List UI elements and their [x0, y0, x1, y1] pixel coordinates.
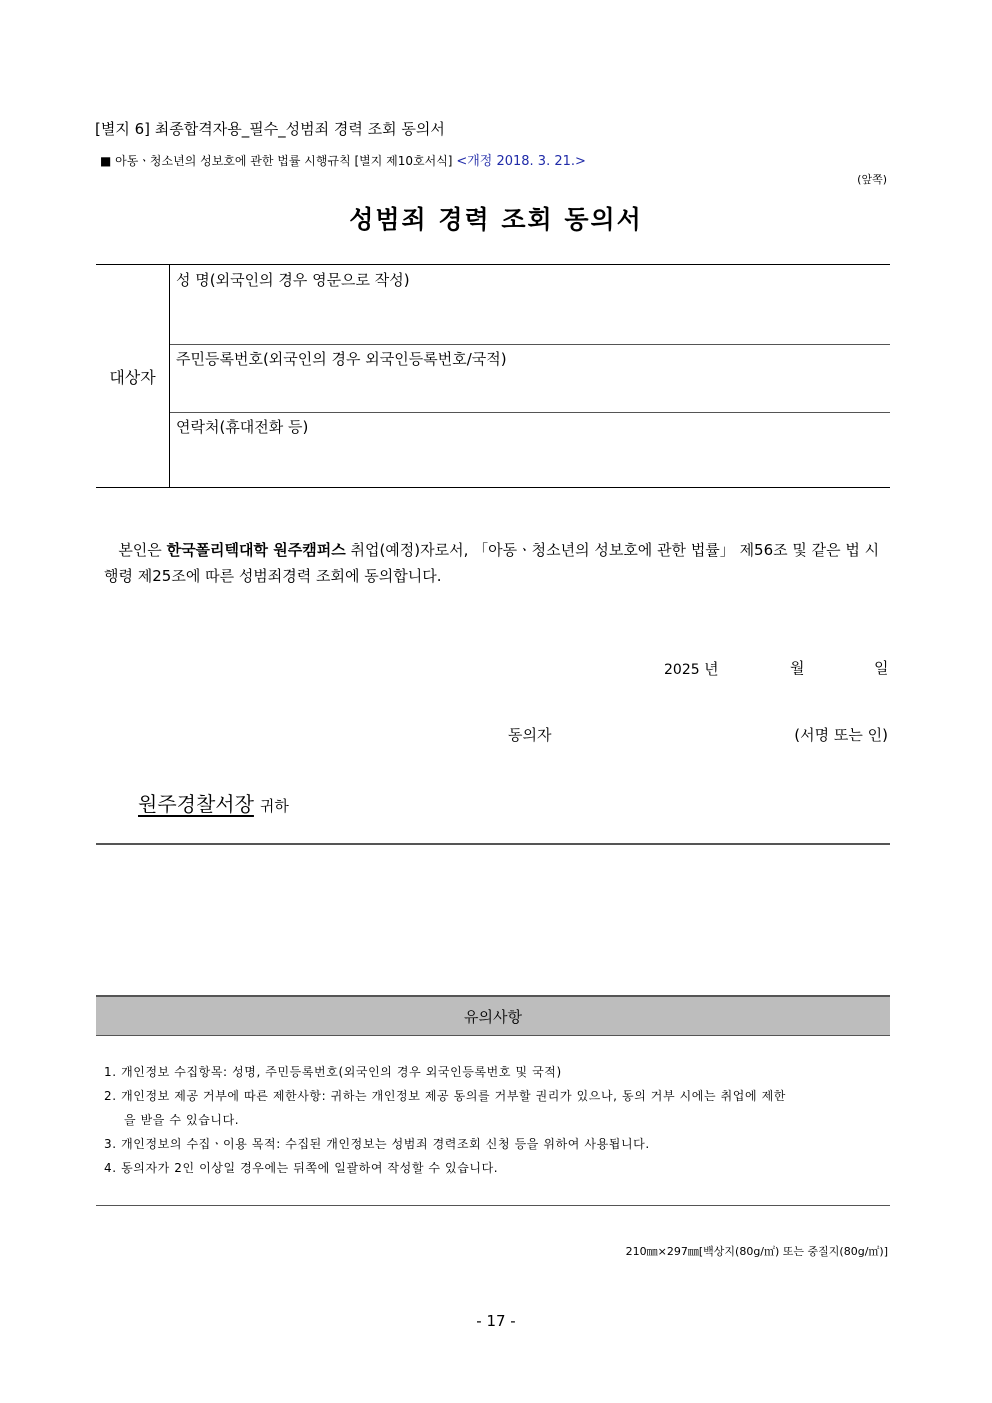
consent-body: 취업(예정)자로서, 「아동ㆍ청소년의 성보호에 관한 법률」 제56조 및 같은 법 시행령 제25조에 따른 성범죄경력 조회에 동의합니다.	[104, 541, 880, 585]
consent-statement	[104, 537, 886, 589]
subject-label: 대상자	[96, 265, 170, 487]
document-title: 성범죄 경력 조회 동의서	[349, 205, 643, 234]
section-divider	[96, 843, 890, 845]
registration-number-field[interactable]	[170, 344, 890, 413]
notice-item: 3. 개인정보의 수집ㆍ이용 목적: 수집된 개인정보는 성범죄 경력조회 신청 등을 위하여 사용됩니다.	[104, 1137, 650, 1151]
institution-name: 한국폴리텍대학 원주캠퍼스	[166, 541, 346, 559]
signature-note: (서명 또는 인)	[794, 726, 888, 744]
date-year	[664, 658, 719, 679]
side-indicator: (앞쪽)	[857, 173, 887, 186]
consenter-label: 동의자	[508, 726, 552, 744]
year-unit: 년	[704, 660, 719, 678]
notice-item: 1. 개인정보 수집항목: 성명, 주민등록번호(외국인의 경우 외국인등록번호 및 국적)	[104, 1065, 562, 1079]
year-value: 2025	[664, 662, 700, 678]
recipient	[138, 788, 289, 817]
notice-item: 2. 개인정보 제공 거부에 따른 제한사항: 귀하는 개인정보 제공 동의를 거부할 권리가 있으나, 동의 거부 시에는 취업에 제한	[104, 1089, 786, 1103]
notice-item: 4. 동의자가 2인 이상일 경우에는 뒤쪽에 일괄하여 작성할 수 있습니다.	[104, 1161, 499, 1175]
notice-heading: 유의사항	[96, 995, 890, 1036]
subject-info-table	[96, 264, 890, 488]
law-reference	[100, 150, 586, 169]
notice-list	[104, 1060, 890, 1180]
notice-divider	[96, 1205, 890, 1206]
name-field-label: 성 명(외국인의 경우 영문으로 작성)	[176, 271, 410, 289]
contact-field[interactable]	[170, 412, 890, 487]
recipient-name: 원주경찰서장	[138, 792, 254, 816]
paper-specification: 210㎜×297㎜[백상지(80g/㎡) 또는 중질지(80g/㎡)]	[625, 1245, 888, 1258]
revision-date: <개정 2018. 3. 21.>	[456, 154, 586, 169]
law-reference-text: ■ 아동ㆍ청소년의 성보호에 관한 법률 시행규칙 [별지 제10호서식]	[100, 154, 453, 168]
consent-intro: 본인은	[118, 541, 162, 559]
registration-number-label: 주민등록번호(외국인의 경우 외국인등록번호/국적)	[176, 350, 507, 368]
recipient-suffix: 귀하	[259, 797, 289, 815]
name-field[interactable]	[170, 265, 890, 345]
page-number: - 17 -	[476, 1312, 516, 1330]
date-day-unit: 일	[874, 659, 889, 677]
notice-item-continuation: 을 받을 수 있습니다.	[124, 1113, 240, 1127]
form-label: [별지 6] 최종합격자용_필수_성범죄 경력 조회 동의서	[95, 120, 445, 138]
contact-field-label: 연락처(휴대전화 등)	[176, 418, 309, 436]
date-month-unit: 월	[790, 659, 805, 677]
